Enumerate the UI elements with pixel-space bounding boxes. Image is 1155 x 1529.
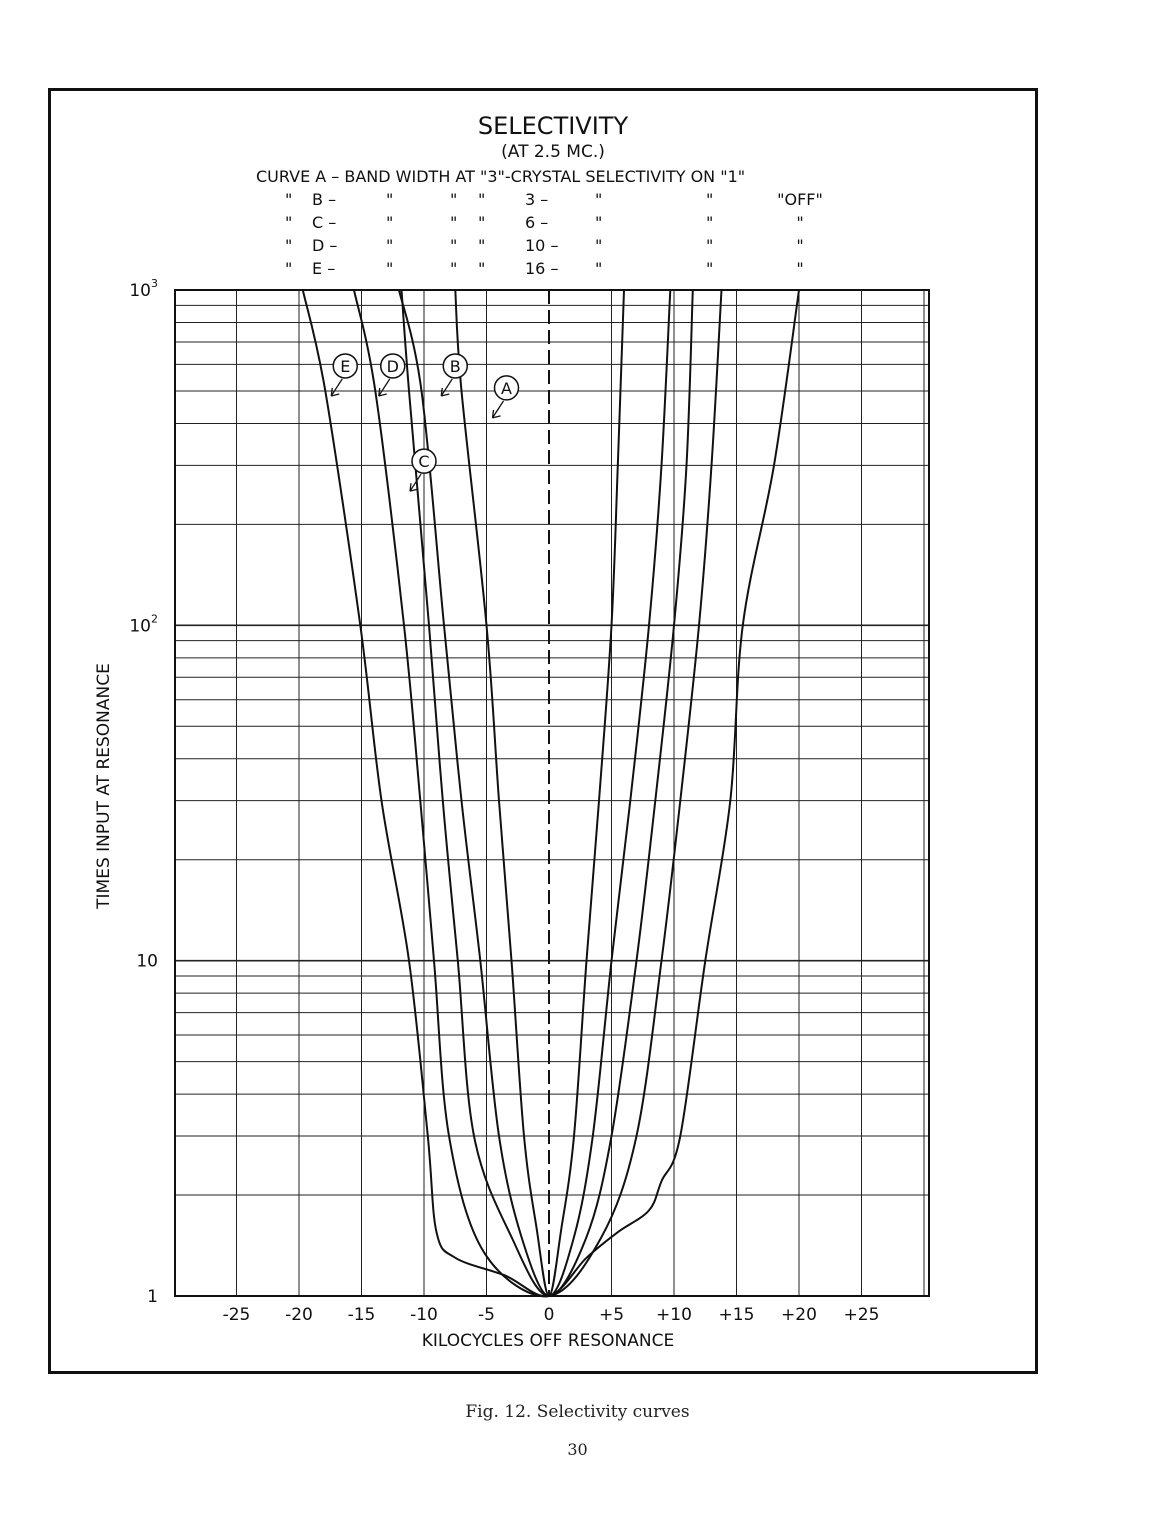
legend-line: CURVE A – BAND WIDTH AT "3"-CRYSTAL SELECTIVITY ON "1" [256, 167, 746, 186]
curve-e [303, 290, 799, 1296]
x-tick-label: -5 [478, 1305, 495, 1325]
label-letter: E [340, 356, 351, 376]
curve-d [354, 290, 722, 1296]
legend-cell: 3 – [525, 190, 549, 209]
y-tick-label: 10 [136, 951, 158, 972]
label-pointer [441, 379, 452, 396]
grid-lines [175, 290, 929, 1296]
legend-cell: 16 – [525, 259, 559, 278]
x-tick-label: -20 [285, 1305, 313, 1325]
curve-b [399, 290, 670, 1296]
y-axis-label: TIMES INPUT AT RESONANCE [94, 663, 114, 909]
legend-cell: " [478, 259, 486, 278]
legend-cell: " [595, 213, 603, 232]
curve-legend [256, 167, 823, 278]
legend-cell: " [386, 190, 394, 209]
x-tick-label: +15 [718, 1305, 755, 1325]
curve-c [402, 290, 693, 1296]
legend-cell: D – [312, 236, 338, 255]
legend-cell: 10 – [525, 236, 559, 255]
label-pointer [331, 379, 342, 396]
label-letter: A [501, 378, 512, 398]
plot-area-border [175, 290, 929, 1296]
legend-cell: " [386, 213, 394, 232]
curve-a [455, 290, 624, 1296]
x-tick-label: +25 [843, 1305, 880, 1325]
chart-subtitle: (AT 2.5 MC.) [501, 142, 605, 162]
legend-cell: " [796, 213, 804, 232]
x-tick-label: +10 [656, 1305, 692, 1325]
legend-cell: " [450, 190, 458, 209]
legend-cell: "OFF" [777, 190, 823, 209]
y-tick-label: $10^2$ [129, 612, 158, 637]
legend-cell: " [595, 236, 603, 255]
x-tick-label: +5 [598, 1305, 625, 1325]
x-tick-labels [223, 1305, 880, 1325]
legend-cell: " [478, 236, 486, 255]
legend-cell: " [595, 190, 603, 209]
legend-cell: " [478, 213, 486, 232]
legend-cell: " [285, 213, 293, 232]
legend-cell: " [386, 236, 394, 255]
legend-cell: " [706, 213, 714, 232]
x-tick-label: -10 [410, 1305, 438, 1325]
selectivity-curves [303, 290, 799, 1296]
legend-cell: " [595, 259, 603, 278]
label-letter: C [418, 452, 430, 472]
x-tick-label: +20 [781, 1305, 817, 1325]
label-pointer [493, 401, 504, 418]
legend-cell: " [450, 236, 458, 255]
label-letter: D [386, 356, 399, 376]
y-tick-labels [129, 277, 158, 1307]
curve-label-e [331, 354, 357, 396]
page-number: 30 [567, 1440, 588, 1459]
chart-title: SELECTIVITY [477, 112, 629, 140]
label-letter: B [449, 356, 461, 376]
legend-cell: " [478, 190, 486, 209]
legend-cell: " [285, 190, 293, 209]
figure-caption: Fig. 12. Selectivity curves [465, 1402, 690, 1422]
legend-cell: " [706, 259, 714, 278]
legend-cell: " [706, 236, 714, 255]
legend-cell: " [450, 213, 458, 232]
legend-cell: 6 – [525, 213, 549, 232]
legend-cell: " [285, 259, 293, 278]
legend-cell: " [706, 190, 714, 209]
legend-cell: " [386, 259, 394, 278]
label-pointer [379, 379, 390, 396]
y-tick-label: 1 [147, 1287, 158, 1307]
legend-cell: " [450, 259, 458, 278]
legend-cell: " [796, 236, 804, 255]
x-tick-label: -25 [222, 1305, 251, 1325]
curve-label-d [379, 354, 405, 396]
x-tick-label: 0 [543, 1305, 555, 1325]
x-tick-label: -15 [347, 1305, 376, 1325]
legend-cell: E – [312, 259, 336, 278]
curve-label-b [441, 354, 467, 396]
y-tick-label: $10^3$ [129, 277, 158, 301]
x-axis-label: KILOCYCLES OFF RESONANCE [421, 1331, 675, 1351]
legend-cell: C – [312, 213, 337, 232]
legend-cell: " [285, 236, 293, 255]
legend-cell: B – [312, 190, 337, 209]
curve-label-a [493, 376, 519, 418]
legend-cell: " [796, 259, 804, 278]
